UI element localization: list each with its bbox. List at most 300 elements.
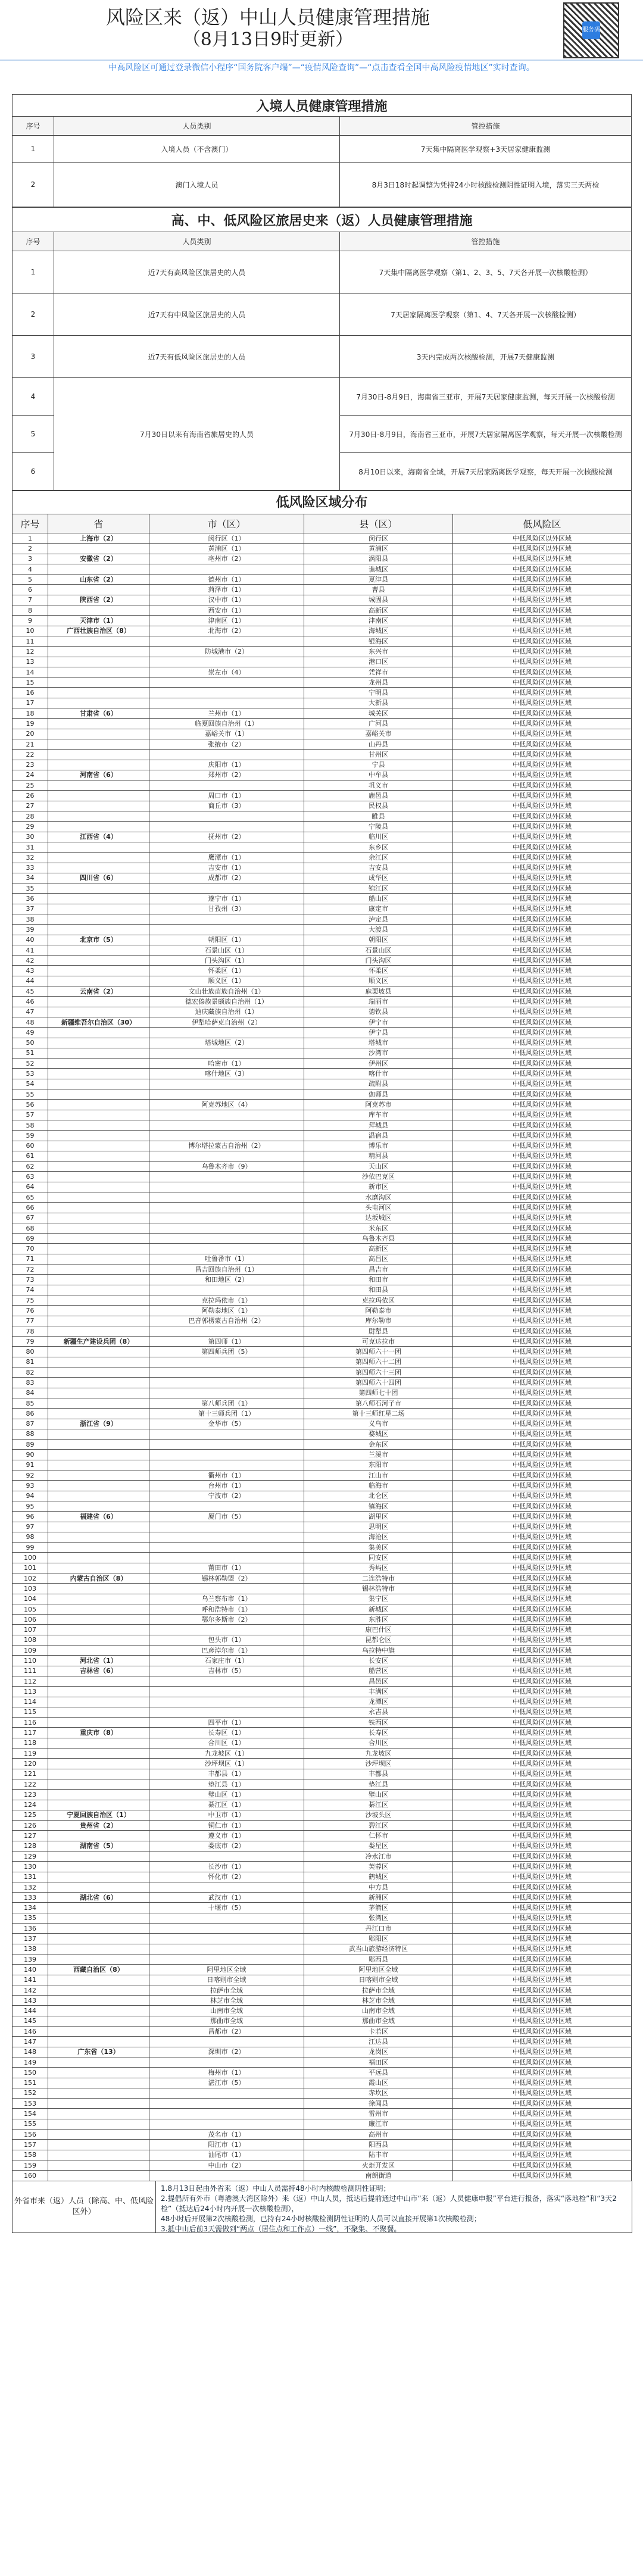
row-province: [48, 1954, 149, 1964]
row-county: 阿里地区全域: [304, 1965, 453, 1975]
row-county: 龙潭区: [304, 1697, 453, 1707]
table-row: [13, 1728, 632, 1738]
table-row: [13, 1707, 632, 1717]
row-city: 深圳市（2）: [149, 2047, 304, 2057]
row-city: 衢州市（1）: [149, 1470, 304, 1481]
row-county: 思明区: [304, 1522, 453, 1532]
row-city: 阳江市（1）: [149, 2140, 304, 2150]
row-county: 长寿区: [304, 1728, 453, 1738]
row-city: 乌鲁木齐市（9）: [149, 1161, 304, 1172]
row-province: 云南省（2）: [48, 986, 149, 997]
row-risk: 中低风险区以外区域: [453, 1893, 632, 1903]
row-province: [48, 605, 149, 616]
row-risk: 中低风险区以外区域: [453, 657, 632, 667]
row-city: 郑州市（2）: [149, 770, 304, 780]
row-number: 116: [13, 1718, 48, 1728]
row-province: [48, 1501, 149, 1511]
row-risk: 中低风险区以外区域: [453, 1120, 632, 1130]
row-city: 怀柔区（1）: [149, 966, 304, 976]
row-risk: 中低风险区以外区域: [453, 544, 632, 554]
row-city: [149, 1522, 304, 1532]
row-risk: 中低风险区以外区域: [453, 1790, 632, 1800]
row-number: 31: [13, 842, 48, 852]
row-county: 天山区: [304, 1161, 453, 1172]
row-risk: 中低风险区以外区域: [453, 1996, 632, 2006]
row-county: 第十三师红星二场: [304, 1409, 453, 1419]
row-province: [48, 2057, 149, 2067]
row-city: 北海市（2）: [149, 626, 304, 636]
row-city: 林芝市全域: [149, 1996, 304, 2006]
table-row: [13, 1810, 632, 1820]
row-risk: 中低风险区以外区域: [453, 1038, 632, 1048]
row-county: 夏津县: [304, 574, 453, 585]
row-risk: 中低风险区以外区域: [453, 1821, 632, 1831]
row-county: 可克达拉市: [304, 1337, 453, 1347]
row-county: 民权县: [304, 801, 453, 811]
row-risk: 中低风险区以外区域: [453, 1069, 632, 1079]
row-county: 嘉峪关市: [304, 729, 453, 739]
row-risk: 中低风险区以外区域: [453, 801, 632, 811]
row-province: [48, 1275, 149, 1285]
row-risk: 中低风险区以外区域: [453, 956, 632, 966]
row-province: [48, 2016, 149, 2026]
row-province: [48, 1625, 149, 1635]
row-risk: 中低风险区以外区域: [453, 1398, 632, 1408]
row-number: 37: [13, 904, 48, 914]
row-number: 144: [13, 2006, 48, 2016]
row-city: 金华市（5）: [149, 1419, 304, 1429]
row-risk: 中低风险区以外区域: [453, 1419, 632, 1429]
row-county: 张湾区: [304, 1913, 453, 1923]
row-risk: 中低风险区以外区域: [453, 1007, 632, 1017]
table-row: [13, 677, 632, 688]
row-province: [48, 1944, 149, 1954]
row-county: 石景山区: [304, 945, 453, 955]
row-county: 港口区: [304, 657, 453, 667]
row-province: [48, 1543, 149, 1553]
row-county: 武当山旅游经济特区: [304, 1944, 453, 1954]
table-row: [13, 2171, 632, 2181]
row-province: [48, 544, 149, 554]
row-risk: 中低风险区以外区域: [453, 1192, 632, 1203]
row-province: [48, 1234, 149, 1244]
row-number: 159: [13, 2160, 48, 2170]
row-city: [149, 1182, 304, 1192]
entry-section-title: 入境人员健康管理措施: [13, 95, 632, 117]
row-number: 87: [13, 1419, 48, 1429]
row-number: 46: [13, 997, 48, 1007]
row-number: 68: [13, 1223, 48, 1233]
row-risk: 中低风险区以外区域: [453, 1275, 632, 1285]
row-county: 克拉玛依区: [304, 1295, 453, 1305]
row-number: 65: [13, 1192, 48, 1203]
row-risk: 中低风险区以外区域: [453, 1172, 632, 1182]
row-city: [149, 1326, 304, 1336]
row-number: 2: [13, 544, 48, 554]
table-row: [13, 1450, 632, 1460]
table-row: [13, 1882, 632, 1892]
row-risk: 中低风险区以外区域: [453, 1553, 632, 1563]
row-province: [48, 1141, 149, 1151]
row-county: 余江区: [304, 853, 453, 863]
row-county: 伽师县: [304, 1089, 453, 1100]
row-risk: 中低风险区以外区域: [453, 1697, 632, 1707]
row-county: 义乌市: [304, 1419, 453, 1429]
row-risk: 中低风险区以外区域: [453, 1635, 632, 1645]
row-county: 阿勒泰市: [304, 1306, 453, 1316]
row-county: 高昌区: [304, 1254, 453, 1264]
row-city: 成都市（2）: [149, 873, 304, 883]
table-row: [13, 1409, 632, 1419]
row-city: [149, 1131, 304, 1141]
row-city: 黄浦区（1）: [149, 544, 304, 554]
row-county: 凭祥市: [304, 667, 453, 677]
row-risk: 中低风险区以外区域: [453, 2068, 632, 2078]
row-risk: 中低风险区以外区域: [453, 1409, 632, 1419]
row-county: 九龙坡区: [304, 1748, 453, 1759]
table-row: [13, 1264, 632, 1275]
table-row: [13, 729, 632, 739]
row-number: 133: [13, 1893, 48, 1903]
row-county: 铁西区: [304, 1718, 453, 1728]
table-row: [13, 966, 632, 976]
row-province: [48, 1223, 149, 1233]
row-risk: 中低风险区以外区域: [453, 1573, 632, 1583]
qr-code[interactable]: [563, 2, 619, 58]
row-risk: 中低风险区以外区域: [453, 1882, 632, 1892]
row-number: 155: [13, 2119, 48, 2129]
row-city: 朝阳区（1）: [149, 935, 304, 945]
row-city: [149, 1151, 304, 1161]
row-number: 103: [13, 1584, 48, 1594]
row-risk: 中低风险区以外区域: [453, 647, 632, 657]
row-county: 城关区: [304, 708, 453, 719]
table-row: [13, 2130, 632, 2140]
row-risk: 中低风险区以外区域: [453, 1264, 632, 1275]
row-province: [48, 976, 149, 986]
row-province: [48, 1357, 149, 1367]
row-number: 136: [13, 1924, 48, 1934]
row-county: 金东区: [304, 1440, 453, 1450]
table-row: [13, 1440, 632, 1450]
row-number: 142: [13, 1985, 48, 1995]
row-county: 丹江口市: [304, 1924, 453, 1934]
table-row: [13, 904, 632, 914]
table-row: [13, 945, 632, 955]
table-row: [13, 956, 632, 966]
row-number: 3: [13, 554, 48, 564]
row-province: [48, 1254, 149, 1264]
row-number: 61: [13, 1151, 48, 1161]
row-county: 精河县: [304, 1151, 453, 1161]
domestic-row-category: 近7天有高风险区旅居史的人员: [54, 251, 340, 293]
row-number: 82: [13, 1367, 48, 1378]
notice-text: 中高风险区可通过登录微信小程序“国务院客户端”—“疫情风险查询”—“点击查看全国中高风险疫情地区”实时查询。: [108, 63, 535, 73]
domestic-row-no: 2: [13, 293, 54, 336]
row-number: 73: [13, 1275, 48, 1285]
row-risk: 中低风险区以外区域: [453, 1563, 632, 1573]
row-city: [149, 1172, 304, 1182]
row-number: 48: [13, 1017, 48, 1027]
row-risk: 中低风险区以外区域: [453, 1326, 632, 1336]
row-city: 乌兰察布市（1）: [149, 1594, 304, 1604]
row-risk: 中低风险区以外区域: [453, 770, 632, 780]
row-number: 149: [13, 2057, 48, 2067]
row-province: [48, 667, 149, 677]
row-province: [48, 904, 149, 914]
row-county: 福田区: [304, 2057, 453, 2067]
row-county: 睢县: [304, 811, 453, 822]
row-city: 吉林市（5）: [149, 1666, 304, 1676]
row-province: [48, 894, 149, 904]
row-number: 122: [13, 1779, 48, 1789]
row-county: 沙坡头区: [304, 1810, 453, 1820]
table-row: [13, 811, 632, 822]
row-province: [48, 1028, 149, 1038]
row-province: [48, 997, 149, 1007]
row-county: 新洲区: [304, 1893, 453, 1903]
row-province: [48, 1790, 149, 1800]
row-county: 廉江市: [304, 2119, 453, 2129]
table-row: [13, 1738, 632, 1748]
row-city: 周口市（1）: [149, 791, 304, 801]
row-number: 19: [13, 719, 48, 729]
row-province: [48, 1131, 149, 1141]
row-number: 4: [13, 564, 48, 574]
row-number: 83: [13, 1378, 48, 1388]
row-province: [48, 1615, 149, 1625]
row-number: 69: [13, 1234, 48, 1244]
row-number: 158: [13, 2150, 48, 2160]
row-county: 沙湾市: [304, 1048, 453, 1058]
row-number: 42: [13, 956, 48, 966]
table-row: [13, 1079, 632, 1089]
row-city: 西安市（1）: [149, 605, 304, 616]
row-city: 丰都县（1）: [149, 1769, 304, 1779]
row-county: 中方县: [304, 1882, 453, 1892]
row-province: [48, 1924, 149, 1934]
row-number: 21: [13, 739, 48, 749]
row-province: [48, 2068, 149, 2078]
row-number: 90: [13, 1450, 48, 1460]
row-province: [48, 1182, 149, 1192]
table-row: [13, 1213, 632, 1223]
row-province: [48, 1316, 149, 1326]
row-city: 德宏傣族景颇族自治州（1）: [149, 997, 304, 1007]
row-county: 垫江县: [304, 1779, 453, 1789]
row-province: [48, 1172, 149, 1182]
row-city: [149, 2119, 304, 2129]
row-county: 昌吉市: [304, 1264, 453, 1275]
row-county: 瑞丽市: [304, 997, 453, 1007]
row-province: 河南省（6）: [48, 770, 149, 780]
row-city: 鄂尔多斯市（2）: [149, 1615, 304, 1625]
row-city: 山南市全域: [149, 2006, 304, 2016]
title-line1: 风险区来（返）中山人员健康管理措施: [105, 6, 430, 29]
row-province: [48, 1903, 149, 1913]
row-province: [48, 883, 149, 894]
row-county: 第四师六十一团: [304, 1347, 453, 1357]
row-risk: 中低风险区以外区域: [453, 1666, 632, 1676]
row-risk: 中低风险区以外区域: [453, 1831, 632, 1841]
row-risk: 中低风险区以外区域: [453, 925, 632, 935]
row-province: 西藏自治区（8）: [48, 1965, 149, 1975]
row-county: 陆丰市: [304, 2150, 453, 2160]
row-province: [48, 2171, 149, 2181]
row-province: 安徽省（2）: [48, 554, 149, 564]
row-number: 39: [13, 925, 48, 935]
row-county: 璧山区: [304, 1790, 453, 1800]
row-province: 贵州省（2）: [48, 1821, 149, 1831]
row-province: [48, 2140, 149, 2150]
row-risk: 中低风险区以外区域: [453, 2160, 632, 2170]
row-province: [48, 1748, 149, 1759]
table-row: [13, 1759, 632, 1769]
table-row: [13, 1573, 632, 1583]
row-city: [149, 677, 304, 688]
row-county: 沙坪坝区: [304, 1759, 453, 1769]
row-city: [149, 1450, 304, 1460]
row-county: 闵行区: [304, 533, 453, 544]
row-county: 集宁区: [304, 1594, 453, 1604]
row-city: [149, 1048, 304, 1058]
row-number: 134: [13, 1903, 48, 1913]
row-city: [149, 657, 304, 667]
table-row: [13, 647, 632, 657]
row-number: 115: [13, 1707, 48, 1717]
row-number: 91: [13, 1460, 48, 1470]
row-province: [48, 1862, 149, 1872]
row-county: 那曲市全域: [304, 2016, 453, 2026]
row-county: 湖里区: [304, 1512, 453, 1522]
row-county: 塔城市: [304, 1038, 453, 1048]
row-number: 15: [13, 677, 48, 688]
table-row: [13, 1275, 632, 1285]
row-number: 12: [13, 647, 48, 657]
row-province: [48, 585, 149, 595]
row-number: 109: [13, 1645, 48, 1656]
row-number: 43: [13, 966, 48, 976]
row-county: 库车市: [304, 1110, 453, 1120]
row-city: 武汉市（1）: [149, 1893, 304, 1903]
row-province: [48, 1759, 149, 1769]
row-number: 81: [13, 1357, 48, 1367]
row-county: 江达县: [304, 2037, 453, 2047]
row-province: [48, 1718, 149, 1728]
table-row: [13, 1512, 632, 1522]
row-city: 鹰潭市（1）: [149, 853, 304, 863]
row-city: 莆田市（1）: [149, 1563, 304, 1573]
row-county: 郧阳区: [304, 1934, 453, 1944]
row-province: [48, 1306, 149, 1316]
footer-line: 1.8月13日起由外省来（返）中山人员需持48小时内核酸检测阴性证明；: [161, 2184, 391, 2193]
row-city: 湛江市（5）: [149, 2078, 304, 2088]
row-number: 53: [13, 1069, 48, 1079]
row-city: 兰州市（1）: [149, 708, 304, 719]
table-row: [13, 873, 632, 883]
footer-text: [156, 2181, 632, 2232]
row-province: [48, 1295, 149, 1305]
row-number: 88: [13, 1429, 48, 1439]
row-province: [48, 1769, 149, 1779]
row-number: 57: [13, 1110, 48, 1120]
row-risk: 中低风险区以外区域: [453, 1759, 632, 1769]
row-province: [48, 1604, 149, 1614]
row-number: 28: [13, 811, 48, 822]
row-number: 139: [13, 1954, 48, 1964]
row-risk: 中低风险区以外区域: [453, 1285, 632, 1295]
table-row: [13, 1563, 632, 1573]
row-risk: 中低风险区以外区域: [453, 1543, 632, 1553]
table-row: [13, 2109, 632, 2119]
row-county: 顺义区: [304, 976, 453, 986]
row-risk: 中低风险区以外区域: [453, 1337, 632, 1347]
row-risk: 中低风险区以外区域: [453, 2037, 632, 2047]
row-province: [48, 1831, 149, 1841]
row-province: [48, 1192, 149, 1203]
row-risk: 中低风险区以外区域: [453, 1965, 632, 1975]
table-row: [13, 544, 632, 554]
entry-header-no: 序号: [13, 117, 54, 136]
domestic-row-measure: 7月30日-8月9日，海南省三亚市，开展7天居家健康监测，每天开展一次核酸检测: [340, 378, 632, 416]
row-province: [48, 1594, 149, 1604]
table-row: [13, 1851, 632, 1862]
row-county: 锦江区: [304, 883, 453, 894]
row-risk: 中低风险区以外区域: [453, 1089, 632, 1100]
table-row: [13, 595, 632, 605]
domestic-row-no: 4: [13, 378, 54, 416]
table-row: [13, 564, 632, 574]
table-row: [13, 1532, 632, 1542]
row-province: [48, 1388, 149, 1398]
row-number: 20: [13, 729, 48, 739]
row-province: [48, 1440, 149, 1450]
row-number: 62: [13, 1161, 48, 1172]
row-county: 锡林浩特市: [304, 1584, 453, 1594]
row-number: 86: [13, 1409, 48, 1419]
row-number: 70: [13, 1244, 48, 1254]
row-province: 天津市（1）: [48, 616, 149, 626]
row-city: 汕尾市（1）: [149, 2150, 304, 2160]
row-number: 76: [13, 1306, 48, 1316]
row-city: [149, 1367, 304, 1378]
table-row: [13, 2068, 632, 2078]
row-county: 海沧区: [304, 1532, 453, 1542]
row-city: 四平市（1）: [149, 1718, 304, 1728]
row-city: [149, 1203, 304, 1213]
row-city: 遵义市（1）: [149, 1831, 304, 1841]
row-city: 菏泽市（1）: [149, 585, 304, 595]
row-province: [48, 925, 149, 935]
table-row: [13, 2099, 632, 2109]
row-province: [48, 822, 149, 832]
row-number: 99: [13, 1543, 48, 1553]
table-row: [13, 2088, 632, 2098]
table-row: [13, 1821, 632, 1831]
row-number: 11: [13, 636, 48, 646]
row-province: [48, 1532, 149, 1542]
low-risk-table: [12, 491, 632, 2181]
row-city: 合川区（1）: [149, 1738, 304, 1748]
row-risk: 中低风险区以外区域: [453, 1676, 632, 1686]
row-county: 长安区: [304, 1656, 453, 1666]
row-risk: 中低风险区以外区域: [453, 1532, 632, 1542]
entry-row-no: 2: [13, 163, 54, 207]
row-province: 上海市（2）: [48, 533, 149, 544]
row-province: [48, 1470, 149, 1481]
table-row: [13, 2027, 632, 2037]
domestic-row-category: 近7天有低风险区旅居史的人员: [54, 336, 340, 378]
